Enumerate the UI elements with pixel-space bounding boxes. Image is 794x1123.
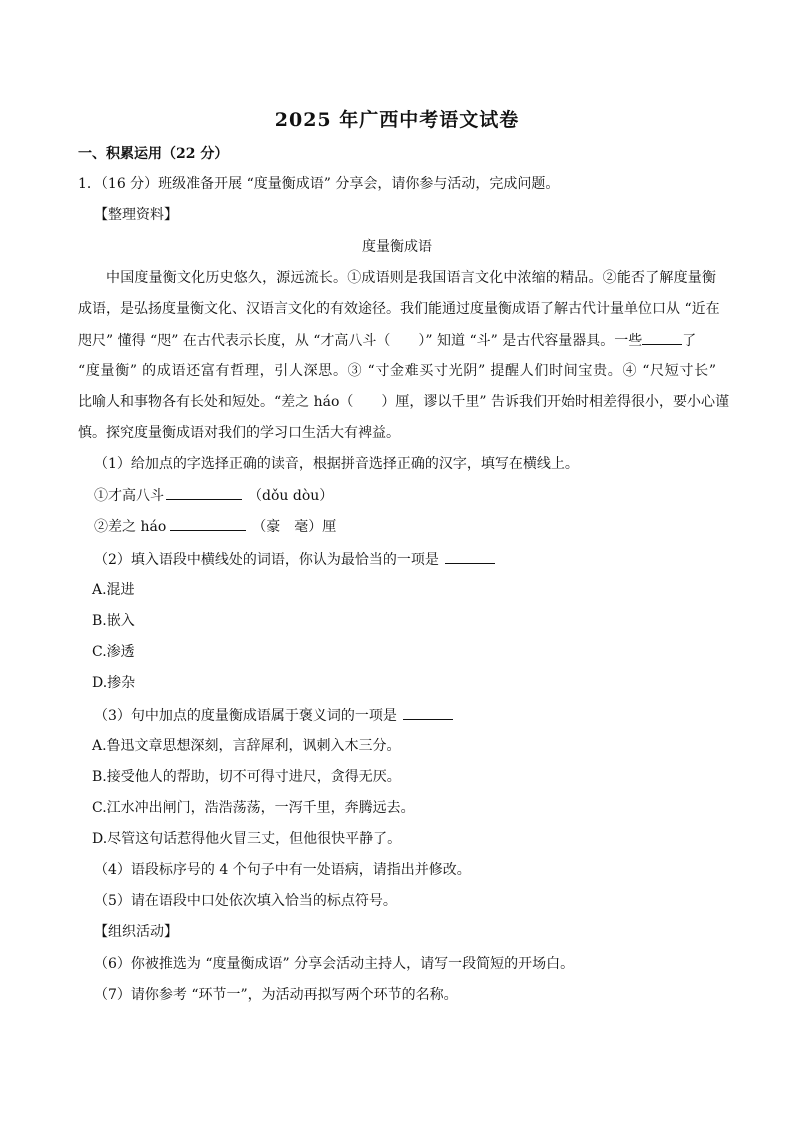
option-c: C.渗透 [92,644,135,660]
answer-blank[interactable] [166,485,242,500]
passage-title: 度量衡成语 [362,239,432,255]
answer-blank[interactable] [445,549,495,564]
sub-question-4: （4）语段标序号的 4 个句子中有一处语病，请指出并修改。 [94,862,471,878]
sub-question-5: （5）请在语段中口处依次填入恰当的标点符号。 [94,893,397,909]
passage-line: 慎。探究度量衡成语对我们的学习口生活大有裨益。 [78,425,400,441]
sub1-item-2-label: ②差之 háo [94,519,167,535]
section-heading: 一、积累运用（22 分） [78,146,229,162]
sub1-item-1-options: （dǒu dòu） [248,488,334,504]
option-a: A.鲁迅文章思想深刻，言辞犀利，讽刺入木三分。 [92,738,401,754]
passage-line-tail: 了 [682,333,697,349]
sub-question-3-text: （3）句中加点的度量衡成语属于褒义词的一项是 [94,708,397,724]
sub1-item-2-options: （豪 毫）厘 [252,519,337,535]
sub-question-2 [94,549,716,570]
sub-question-2-text: （2）填入语段中横线处的词语，你认为最恰当的一项是 [94,552,439,568]
option-d: D.掺杂 [92,675,136,691]
question-1-stem: 1．（16 分）班级准备开展 “度量衡成语” 分享会，请你参与活动，完成问题。 [78,176,560,192]
page-title: 2025 年广西中考语文试卷 [274,109,520,131]
passage-line: 成语，是弘扬度量衡文化、汉语言文化的有效途径。我们能通过度量衡成语了解古代计量单位口从 “近在 [78,301,720,317]
option-c: C.江水冲出闸门，浩浩荡荡，一泻千里，奔腾远去。 [92,800,415,816]
passage-line: “度量衡” 的成语还富有哲理，引人深思。③ “寸金难买寸光阴” 提醒人们时间宝贵。④ “尺短寸长” [78,363,716,379]
option-a: A.混进 [92,582,135,598]
answer-blank[interactable] [642,330,682,345]
sub1-item-1 [94,485,716,506]
option-b: B.接受他人的帮助，切不可得寸进尺，贪得无厌。 [92,769,401,785]
sub-question-3 [94,705,716,726]
answer-blank[interactable] [170,516,246,531]
option-d: D.尽管这句话惹得他火冒三丈，但他很快平静了。 [92,831,402,847]
passage-line-text: 咫尺” 懂得 “咫” 在古代表示长度，从 “才高八斗（ ）” 知道 “斗” 是古代容量器具。一些 [78,333,643,349]
sub-question-7: （7）请你参考 “环节一”，为活动再拟写两个环节的名称。 [94,987,458,1003]
passage-line: 中国度量衡文化历史悠久，源远流长。①成语则是我国语言文化中浓缩的精品。②能否了解度量衡 [106,270,716,286]
sub1-item-1-label: ①才高八斗 [94,488,164,504]
answer-blank[interactable] [403,705,453,720]
passage-line: 比喻人和事物各有长处和短处。“差之 háo（ ）厘，谬以千里” 告诉我们开始时相差得很小，要小心谨 [78,394,730,410]
part-activity-heading: 【组织活动】 [94,924,178,940]
passage-line [78,330,716,351]
sub1-item-2 [94,516,716,537]
sub-question-1: （1）给加点的字选择正确的读音，根据拼音选择正确的汉字，填写在横线上。 [94,456,579,472]
part-material-heading: 【整理资料】 [94,207,178,223]
sub-question-6: （6）你被推选为 “度量衡成语” 分享会活动主持人，请写一段简短的开场白。 [94,956,575,972]
option-b: B.嵌入 [92,613,135,629]
